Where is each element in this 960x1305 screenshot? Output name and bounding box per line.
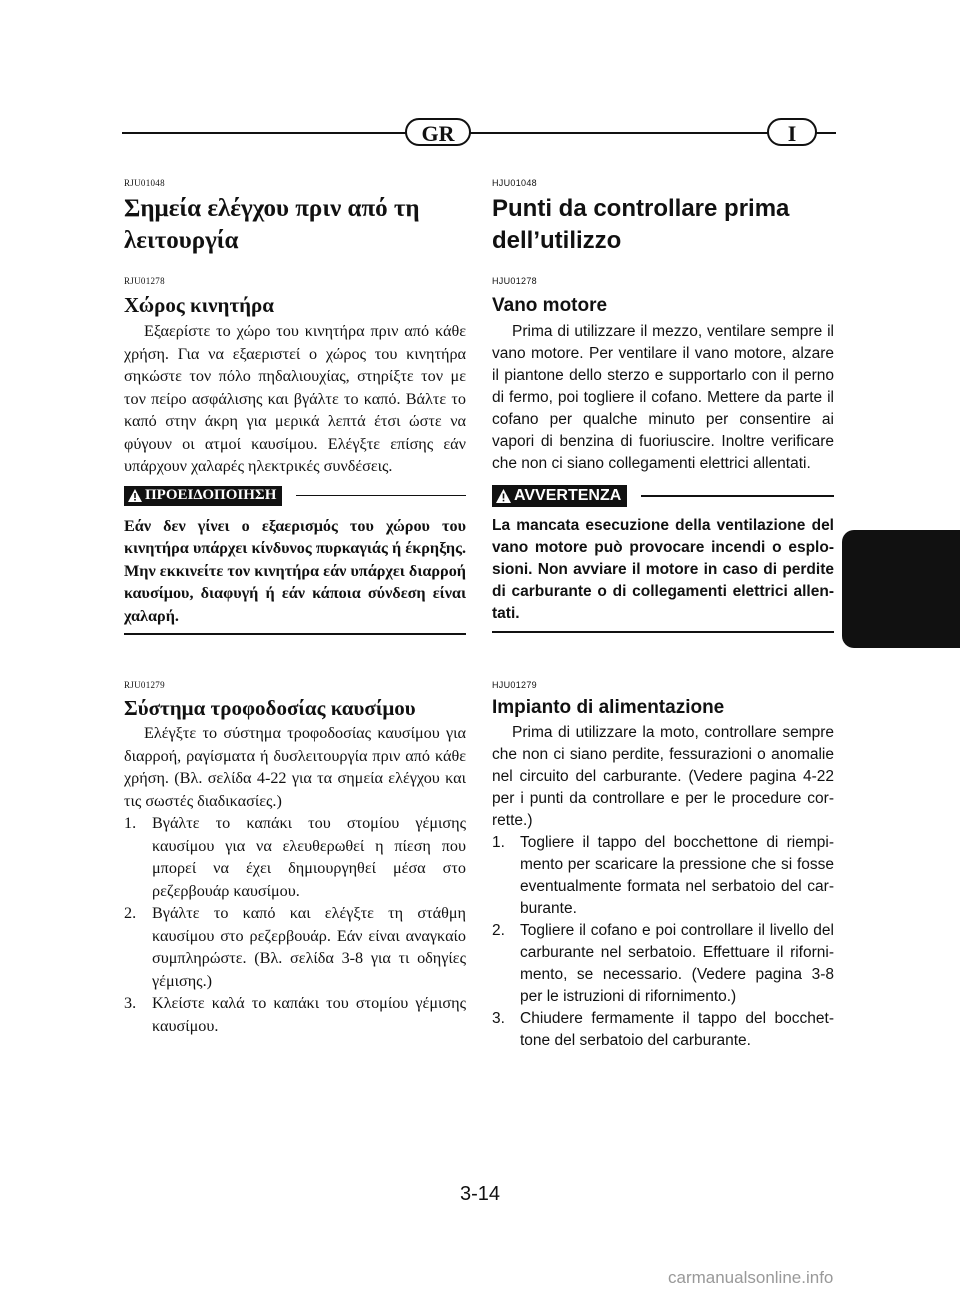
warning-end-rule: [492, 631, 834, 633]
language-badge-italian: I: [767, 118, 817, 146]
section-code: RJU01278: [124, 276, 165, 286]
header-rule-right: [815, 132, 836, 134]
warning-label: [124, 486, 282, 506]
warning-header: [124, 486, 466, 506]
header-rule-middle: [469, 132, 769, 134]
warning-end-rule: [124, 633, 466, 635]
warning-rule: [641, 495, 834, 497]
greek-column-bottom: [124, 680, 466, 1037]
watermark: carmanualsonline.info: [668, 1268, 834, 1287]
list-item: 2. Togliere il cofano e poi controllare il livello del carburante nel serbatoio. Effettuare il riforni-mento, se necessario. (Vedere pagina 3-8 per le istruzioni di rifornimento.): [492, 922, 834, 1005]
section-title-line2: λειτουργία: [124, 227, 239, 254]
list-item: 1. Βγάλτε το καπάκι του στομίου γέμισης καυσίμου για να ελευθερωθεί η πίεση που μπορεί να έχει δημιουργηθεί μέσα στο ρεζερβουάρ καυσίμου.: [124, 814, 466, 900]
greek-column-top: [124, 178, 466, 635]
list-item: 3. Κλείστε καλά το καπάκι του στομίου γέμισης καυσίμου.: [124, 994, 466, 1035]
warning-label-text: ΠΡΟΕΙΔΟΠΟΙΗΣΗ: [145, 487, 277, 503]
section-heading: Σύστημα τροφοδοσίας καυσίμου: [124, 696, 416, 720]
steps-list: [124, 812, 466, 1037]
section-code: RJU01279: [124, 680, 165, 690]
section-body: Ελέγξτε το σύστημα τροφοδοσίας καυσίμου για διαρροή, ραγίσματα ή δυσλειτουργία πριν από κάθε χρήση. (Βλ. σελίδα 4-22 για τα σημεία ελέγχου και τις σωστές διαδικασίες.): [124, 724, 466, 810]
list-item: 3. Chiudere fermamente il tappo del bocchet-tone del serbatoio del carburante.: [492, 1010, 834, 1049]
steps-list: [492, 832, 834, 1052]
warning-triangle-icon: [496, 489, 511, 503]
section-code: HJU01279: [492, 680, 537, 690]
chapter-thumb-tab: [842, 530, 960, 648]
section-title: Punti da controllare prima: [492, 195, 790, 222]
section-body: Εξαερίστε το χώρο του κινητήρα πριν από κάθε χρήση. Για να εξαεριστεί ο χώρος του κινητήρα σηκώστε τον πόλο πηδαλιουχίας, στηρίξτε τον με τον πείρο ασφάλισης και βγάλτε το καπό. Βάλτε το καπό στην άκρη για μερικά λεπτά έτσι ώστε να φύγουν οι ατμοί καυσίμου. Ελέγξτε επίσης εάν υπάρχουν χαλαρές ηλεκτρικές συνδέσεις.: [124, 322, 466, 475]
section-title: Σημεία ελέγχου πριν από τη: [124, 195, 420, 222]
warning-header: [492, 485, 834, 507]
warning-label: [492, 485, 627, 507]
italian-column-top: [492, 178, 834, 633]
language-badge-greek: GR: [405, 118, 471, 146]
warning-text: Εάν δεν γίνει ο εξαερισμός του χώρου του κινητήρα υπάρχει κίνδυνος πυρκαγιάς ή έκρηξης. Μην εκκινείτε τον κινητήρα εάν υπάρχει διαρροή καυσίμου, διαφυγή ή εάν κάποια σύνδεση είναι χαλαρή.: [124, 516, 466, 625]
warning-text: La mancata esecuzione della ventilazione del vano motore può provocare incendi o esplo-sioni. Non avviare il motore in caso di perdite di carburante o di collegamenti elettrici allen-tati.: [492, 517, 834, 622]
section-code: RJU01048: [124, 178, 165, 188]
section-title-line2: dell’utilizzo: [492, 227, 622, 254]
list-item: 2. Βγάλτε το καπό και ελέγξτε τη στάθμη καυσίμου στο ρεζερβουάρ. Εάν είναι αναγκαίο συμπληρώστε. (Βλ. σελίδα 3-8 για τι οδηγίες γέμισης.): [124, 904, 466, 990]
list-item: 1. Togliere il tappo del bocchettone di riempi-mento per scaricare la pressione che si fosse eventualmente formata nel serbatoio del car-burante.: [492, 834, 834, 917]
warning-label-text: AVVERTENZA: [514, 487, 622, 504]
section-heading: Impianto di alimentazione: [492, 697, 725, 718]
warning-triangle-icon: [128, 489, 142, 502]
section-heading: Vano motore: [492, 295, 608, 316]
italian-column-bottom: [492, 680, 834, 1052]
page-number: 3-14: [459, 1183, 501, 1205]
section-code: HJU01278: [492, 276, 537, 286]
warning-rule: [296, 495, 466, 497]
section-code: HJU01048: [492, 178, 537, 188]
header-rule-left: [122, 132, 407, 134]
section-body: Prima di utilizzare il mezzo, ventilare sempre il vano motore. Per ventilare il vano motore, alzare il piantone dello sterzo e supportarlo con il perno di fermo, poi togliere il cofano. Mettere da parte il cofano per qualche minuto per consentire ai vapori di benzina di fuoriuscire. Inoltre verificare che non ci siano collegamenti elettrici allentati.: [492, 323, 834, 472]
section-heading: Χώρος κινητήρα: [124, 293, 275, 317]
section-body: Prima di utilizzare la moto, controllare sempre che non ci siano perdite, fessurazioni o anomalie nel circuito del carburante. (Vedere pagina 4-22 per i punti da controllare e per le procedure cor-rette.): [492, 724, 834, 829]
